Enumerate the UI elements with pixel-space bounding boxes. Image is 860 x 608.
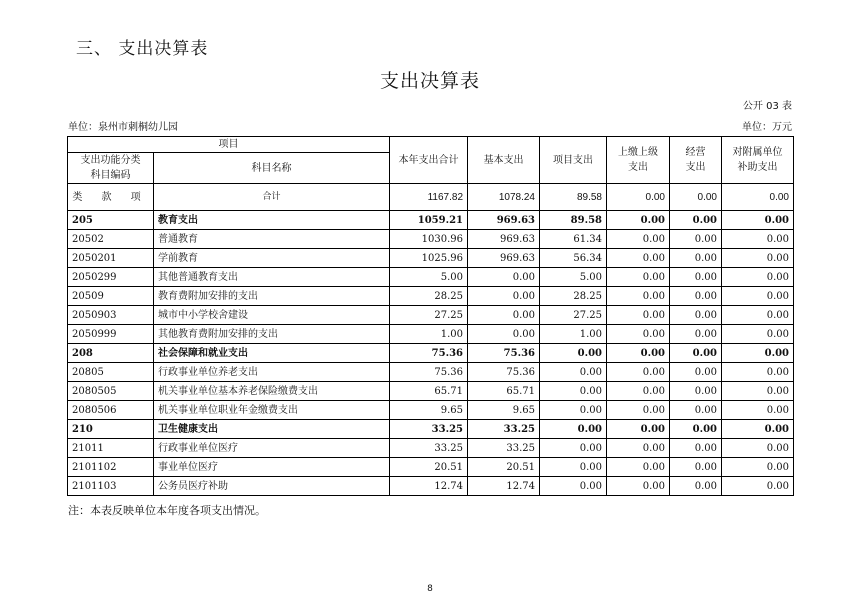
summary-total: 1167.82 (390, 184, 468, 211)
row-name: 机关事业单位职业年金缴费支出 (154, 401, 390, 420)
table-row (68, 458, 794, 477)
row-basic: 33.25 (468, 420, 540, 439)
row-total: 33.25 (390, 420, 468, 439)
row-total: 5.00 (390, 268, 468, 287)
table-row (68, 420, 794, 439)
row-project-expenditure: 89.58 (540, 211, 607, 230)
row-basic: 969.63 (468, 249, 540, 268)
row-subsidy: 0.00 (722, 363, 794, 382)
row-business: 0.00 (670, 477, 722, 496)
summary-project-expenditure: 89.58 (540, 184, 607, 211)
row-project-expenditure: 56.34 (540, 249, 607, 268)
row-project-expenditure: 0.00 (540, 363, 607, 382)
row-project-expenditure: 61.34 (540, 230, 607, 249)
summary-row (68, 184, 794, 211)
row-basic: 0.00 (468, 325, 540, 344)
row-upper: 0.00 (607, 287, 670, 306)
row-upper: 0.00 (607, 344, 670, 363)
row-upper: 0.00 (607, 230, 670, 249)
row-basic: 12.74 (468, 477, 540, 496)
row-total: 33.25 (390, 439, 468, 458)
header-function-code: 支出功能分类 科目编码 (68, 153, 154, 184)
row-upper: 0.00 (607, 420, 670, 439)
summary-subsidy: 0.00 (722, 184, 794, 211)
row-code: 205 (68, 211, 154, 230)
row-subsidy: 0.00 (722, 268, 794, 287)
form-code: 公开 03 表 (742, 101, 792, 112)
row-upper: 0.00 (607, 268, 670, 287)
row-subsidy: 0.00 (722, 287, 794, 306)
row-name: 教育费附加安排的支出 (154, 287, 390, 306)
row-code: 21011 (68, 439, 154, 458)
row-basic: 969.63 (468, 211, 540, 230)
row-basic: 0.00 (468, 268, 540, 287)
row-project-expenditure: 27.25 (540, 306, 607, 325)
table-row (68, 287, 794, 306)
row-subsidy: 0.00 (722, 458, 794, 477)
row-name: 普通教育 (154, 230, 390, 249)
row-project-expenditure: 5.00 (540, 268, 607, 287)
row-subsidy: 0.00 (722, 382, 794, 401)
row-code: 20509 (68, 287, 154, 306)
unit-currency: 单位：万元 (742, 122, 792, 133)
row-business: 0.00 (670, 268, 722, 287)
row-business: 0.00 (670, 363, 722, 382)
row-basic: 0.00 (468, 306, 540, 325)
row-code: 2050903 (68, 306, 154, 325)
row-total: 12.74 (390, 477, 468, 496)
header-upper: 上缴上级 支出 (607, 137, 670, 184)
row-upper: 0.00 (607, 382, 670, 401)
row-code: 20805 (68, 363, 154, 382)
row-subsidy: 0.00 (722, 325, 794, 344)
row-name: 事业单位医疗 (154, 458, 390, 477)
row-upper: 0.00 (607, 363, 670, 382)
table-row (68, 325, 794, 344)
row-total: 1025.96 (390, 249, 468, 268)
row-name: 行政事业单位养老支出 (154, 363, 390, 382)
row-code: 2050999 (68, 325, 154, 344)
row-name: 机关事业单位基本养老保险缴费支出 (154, 382, 390, 401)
row-project-expenditure: 0.00 (540, 382, 607, 401)
row-total: 65.71 (390, 382, 468, 401)
row-subsidy: 0.00 (722, 477, 794, 496)
row-subsidy: 0.00 (722, 439, 794, 458)
summary-label-code: 类 款 项 (68, 184, 154, 211)
row-subsidy: 0.00 (722, 211, 794, 230)
row-business: 0.00 (670, 401, 722, 420)
row-code: 2080505 (68, 382, 154, 401)
row-name: 公务员医疗补助 (154, 477, 390, 496)
row-name: 社会保障和就业支出 (154, 344, 390, 363)
row-basic: 65.71 (468, 382, 540, 401)
summary-basic: 1078.24 (468, 184, 540, 211)
row-business: 0.00 (670, 211, 722, 230)
row-code: 208 (68, 344, 154, 363)
row-code: 2050201 (68, 249, 154, 268)
row-name: 学前教育 (154, 249, 390, 268)
row-total: 75.36 (390, 344, 468, 363)
row-name: 卫生健康支出 (154, 420, 390, 439)
header-project: 项目 (68, 137, 390, 153)
row-project-expenditure: 0.00 (540, 477, 607, 496)
row-total: 27.25 (390, 306, 468, 325)
row-upper: 0.00 (607, 211, 670, 230)
page-number: 8 (427, 584, 433, 594)
row-project-expenditure: 0.00 (540, 439, 607, 458)
row-business: 0.00 (670, 249, 722, 268)
row-code: 2101103 (68, 477, 154, 496)
row-project-expenditure: 28.25 (540, 287, 607, 306)
table-row (68, 477, 794, 496)
expenditure-table (67, 136, 794, 496)
header-project-expenditure: 项目支出 (540, 137, 607, 184)
header-basic: 基本支出 (468, 137, 540, 184)
row-project-expenditure: 0.00 (540, 458, 607, 477)
row-code: 20502 (68, 230, 154, 249)
row-project-expenditure: 0.00 (540, 401, 607, 420)
row-total: 28.25 (390, 287, 468, 306)
header-business: 经营 支出 (670, 137, 722, 184)
row-business: 0.00 (670, 230, 722, 249)
summary-label-name: 合计 (154, 184, 390, 211)
row-business: 0.00 (670, 439, 722, 458)
row-basic: 9.65 (468, 401, 540, 420)
row-upper: 0.00 (607, 477, 670, 496)
row-basic: 33.25 (468, 439, 540, 458)
unit-organization: 单位：泉州市刺桐幼儿园 (68, 122, 178, 133)
row-basic: 0.00 (468, 287, 540, 306)
row-business: 0.00 (670, 287, 722, 306)
row-code: 2080506 (68, 401, 154, 420)
row-basic: 20.51 (468, 458, 540, 477)
row-business: 0.00 (670, 420, 722, 439)
row-subsidy: 0.00 (722, 344, 794, 363)
table-note: 注：本表反映单位本年度各项支出情况。 (68, 504, 266, 517)
row-business: 0.00 (670, 344, 722, 363)
document-title: 支出决算表 (379, 70, 480, 92)
row-business: 0.00 (670, 325, 722, 344)
row-upper: 0.00 (607, 401, 670, 420)
row-name: 城市中小学校舍建设 (154, 306, 390, 325)
row-total: 75.36 (390, 363, 468, 382)
table-row (68, 249, 794, 268)
row-business: 0.00 (670, 306, 722, 325)
summary-business: 0.00 (670, 184, 722, 211)
row-basic: 75.36 (468, 344, 540, 363)
row-upper: 0.00 (607, 458, 670, 477)
row-upper: 0.00 (607, 325, 670, 344)
row-business: 0.00 (670, 382, 722, 401)
row-project-expenditure: 1.00 (540, 325, 607, 344)
row-code: 2050299 (68, 268, 154, 287)
row-subsidy: 0.00 (722, 401, 794, 420)
table-row (68, 306, 794, 325)
row-total: 1059.21 (390, 211, 468, 230)
row-name: 其他普通教育支出 (154, 268, 390, 287)
row-basic: 75.36 (468, 363, 540, 382)
row-subsidy: 0.00 (722, 249, 794, 268)
table-row (68, 363, 794, 382)
row-total: 9.65 (390, 401, 468, 420)
row-subsidy: 0.00 (722, 306, 794, 325)
row-code: 210 (68, 420, 154, 439)
header-subsidy: 对附属单位 补助支出 (722, 137, 794, 184)
row-total: 1030.96 (390, 230, 468, 249)
section-heading: 三、 支出决算表 (76, 39, 209, 59)
row-upper: 0.00 (607, 249, 670, 268)
row-total: 20.51 (390, 458, 468, 477)
row-name: 其他教育费附加安排的支出 (154, 325, 390, 344)
row-basic: 969.63 (468, 230, 540, 249)
row-project-expenditure: 0.00 (540, 420, 607, 439)
row-upper: 0.00 (607, 439, 670, 458)
row-upper: 0.00 (607, 306, 670, 325)
header-total: 本年支出合计 (390, 137, 468, 184)
table-row (68, 268, 794, 287)
table-row (68, 211, 794, 230)
table-row (68, 401, 794, 420)
header-subject-name: 科目名称 (154, 153, 390, 184)
table-row (68, 230, 794, 249)
row-subsidy: 0.00 (722, 230, 794, 249)
row-subsidy: 0.00 (722, 420, 794, 439)
row-code: 2101102 (68, 458, 154, 477)
row-project-expenditure: 0.00 (540, 344, 607, 363)
row-total: 1.00 (390, 325, 468, 344)
row-business: 0.00 (670, 458, 722, 477)
table-row (68, 439, 794, 458)
table-row (68, 382, 794, 401)
row-name: 行政事业单位医疗 (154, 439, 390, 458)
summary-upper: 0.00 (607, 184, 670, 211)
row-name: 教育支出 (154, 211, 390, 230)
table-row (68, 344, 794, 363)
